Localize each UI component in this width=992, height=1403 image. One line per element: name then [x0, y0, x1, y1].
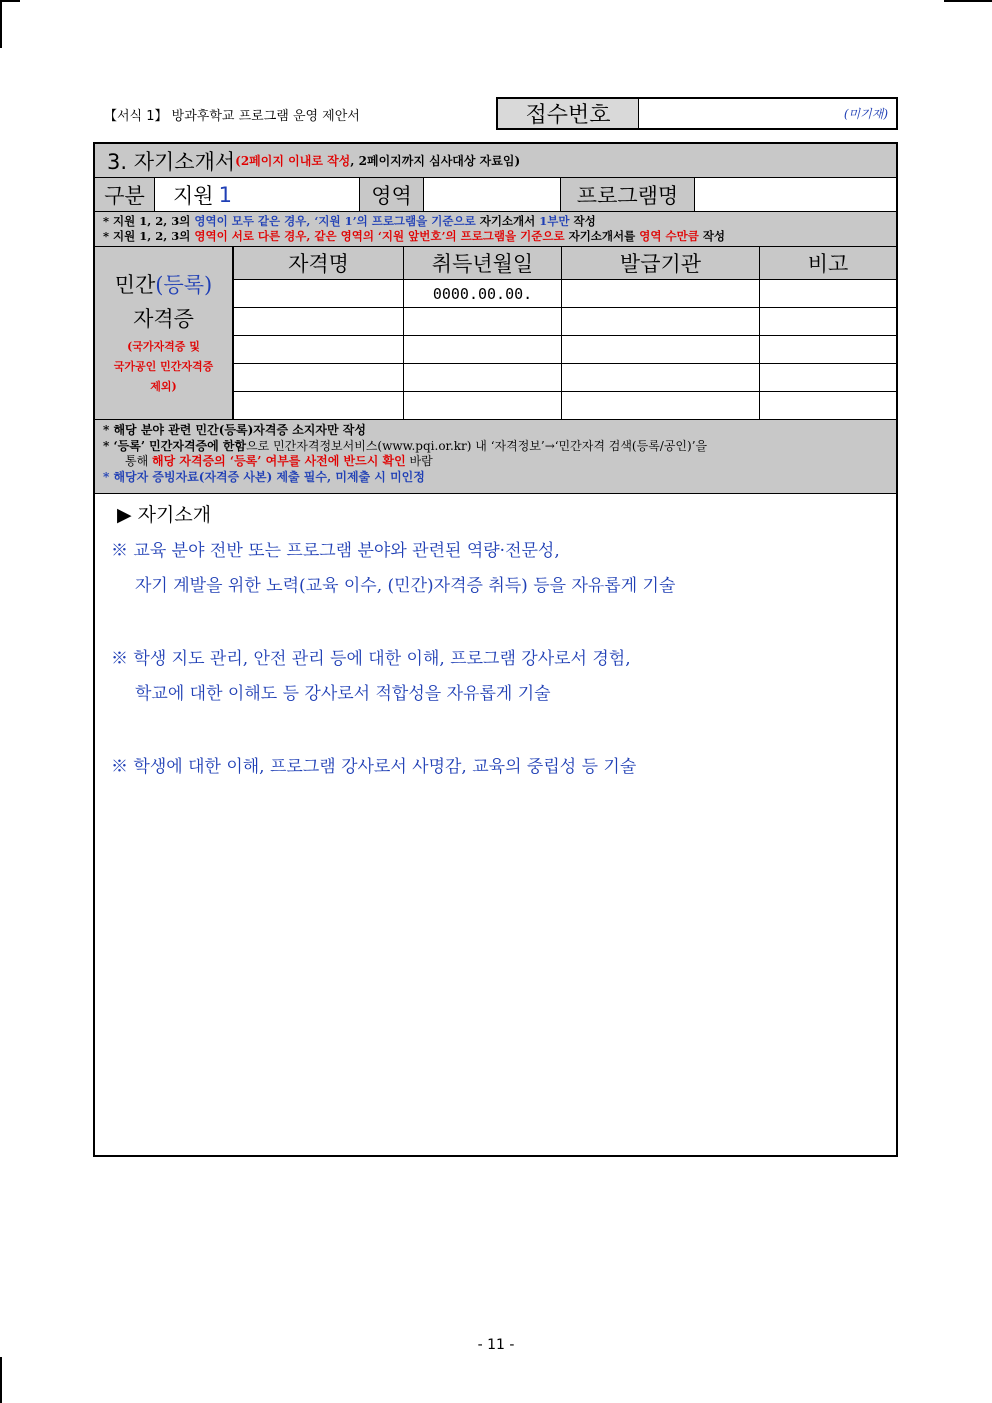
intro-guide-3	[111, 750, 636, 785]
cert-note-text: 통해	[125, 454, 152, 468]
certificate-label-text: 민간	[114, 273, 156, 297]
cert-name-cell[interactable]	[234, 336, 404, 364]
cert-date-cell[interactable]	[404, 336, 562, 364]
certificate-table-header	[234, 247, 897, 280]
cert-name-cell[interactable]	[234, 392, 404, 420]
program-value-cell[interactable]	[695, 178, 896, 211]
cert-date-cell[interactable]	[404, 392, 562, 420]
category-row	[95, 178, 896, 212]
receipt-box	[496, 97, 898, 130]
certificate-exclusion-note	[114, 337, 213, 397]
cert-note-cell[interactable]	[760, 280, 897, 308]
cert-note-cell[interactable]	[760, 308, 897, 336]
cert-issuer-cell[interactable]	[562, 364, 760, 392]
table-row	[234, 364, 897, 392]
receipt-value: (미기재)	[843, 107, 888, 121]
cert-note-line-2	[103, 439, 888, 455]
guide-text-blue: 영역이 모두 같은 경우, ‘지원 1’의 프로그램을 기준으로	[194, 214, 476, 228]
guide-line-1	[103, 214, 888, 229]
table-row	[234, 280, 897, 308]
program-label: 프로그램명	[576, 183, 679, 208]
exclusion-note-line: (국가자격증 및	[127, 340, 200, 353]
section-note: , 2페이지까지 심사대상 자료임)	[350, 154, 521, 168]
exclusion-note-line: 제외)	[150, 380, 177, 393]
intro-guide-line: 학교에 대한 이해도 등 강사로서 적합성을 자유롭게 기술	[135, 684, 551, 704]
area-label: 영역	[371, 183, 412, 208]
cert-name-cell[interactable]	[234, 280, 404, 308]
intro-guide-line: 자기 계발을 위한 노력(교육 이수, (민간)자격증 취득) 등을 자유롭게 기술	[135, 576, 676, 596]
receipt-label: 접수번호	[498, 99, 639, 128]
intro-guide-1	[111, 534, 675, 604]
cert-note-text-blue: * 해당자 증빙자료(자격증 사본) 제출 필수, 미제출 시 미인정	[103, 469, 425, 484]
guide-text: 자기소개서	[475, 214, 540, 228]
cert-note-text: * 해당 분야 관련 민간(등록)자격증 소지자만 작성	[103, 423, 366, 437]
cert-name-cell[interactable]	[234, 308, 404, 336]
table-row	[234, 392, 897, 420]
cert-issuer-cell[interactable]	[562, 280, 760, 308]
exclusion-note-line: 국가공인 민간자격증	[113, 360, 214, 373]
cert-date-cell[interactable]	[404, 364, 562, 392]
certificate-label-registered: (등록)	[155, 273, 213, 297]
certificate-section	[95, 247, 896, 420]
cert-note-cell[interactable]	[760, 336, 897, 364]
support-cell	[155, 178, 360, 211]
support-prefix: 지원	[173, 183, 214, 208]
cert-issuer-cell[interactable]	[562, 336, 760, 364]
cert-date-cell[interactable]: 0000.00.00.	[404, 280, 562, 308]
cert-issuer-cell[interactable]	[562, 308, 760, 336]
guide-text-red: 영역이 서로 다른 경우, 같은 영역의 ‘지원 앞번호’의 프로그램을 기준으로	[194, 229, 565, 243]
col-header-issuer: 발급기관	[562, 247, 760, 280]
program-label-cell	[561, 178, 695, 211]
guide-line-2	[103, 229, 888, 244]
guide-text: 자기소개서를	[564, 229, 640, 243]
certificate-label-cell	[95, 247, 233, 419]
guide-text-blue: 1부만	[539, 214, 570, 228]
cert-note-text: 바람	[405, 454, 433, 468]
cert-note-text: 으로 민간자격정보서비스(www.pqi.or.kr) 내 ‘자격정보’→‘민간자격 검색(등록/공인)’을	[246, 438, 708, 453]
table-row	[234, 308, 897, 336]
page-number: - 11 -	[477, 1337, 515, 1353]
intro-guide-line: ※ 교육 분야 전반 또는 프로그램 분야와 관련된 역량·전문성,	[111, 541, 560, 561]
certificate-label-line2: 자격증	[133, 307, 194, 331]
cert-date-cell[interactable]	[404, 308, 562, 336]
category-label: 구분	[104, 183, 145, 208]
self-intro-area[interactable]	[95, 494, 896, 1155]
table-row	[234, 336, 897, 364]
cert-note-line-4	[103, 470, 888, 486]
guide-text: 작성	[698, 229, 726, 243]
cert-note-line-3	[103, 454, 888, 470]
category-label-cell	[95, 178, 155, 211]
area-label-cell	[360, 178, 424, 211]
guide-text-red: 영역 수만큼	[639, 229, 699, 243]
cert-note-text-red: 해당 자격증의 ‘등록’ 여부를 사전에 반드시 확인	[152, 454, 406, 468]
self-intro-form	[93, 142, 898, 1157]
crop-mark	[0, 0, 20, 2]
crop-mark	[944, 0, 992, 2]
writing-guide-notes	[95, 212, 896, 247]
intro-guide-2	[111, 642, 631, 712]
certificate-label-line1	[115, 269, 213, 299]
form-label: 【서식 1】 방과후학교 프로그램 운영 제안서	[104, 109, 360, 124]
cert-note-cell[interactable]	[760, 392, 897, 420]
col-header-note: 비고	[760, 247, 897, 280]
guide-text: 작성	[569, 214, 596, 228]
cert-note-text: * ‘등록’ 민간자격증에 한함	[103, 438, 247, 453]
crop-mark	[0, 1357, 2, 1403]
intro-guide-line: ※ 학생 지도 관리, 안전 관리 등에 대한 이해, 프로그램 강사로서 경험,	[111, 649, 631, 669]
section-title-bar	[95, 144, 896, 178]
cert-issuer-cell[interactable]	[562, 392, 760, 420]
intro-guide-line: ※ 학생에 대한 이해, 프로그램 강사로서 사명감, 교육의 중립성 등 기술	[111, 757, 637, 777]
section-title: 3. 자기소개서	[107, 149, 236, 174]
cert-name-cell[interactable]	[234, 364, 404, 392]
cert-note-line-1	[103, 423, 888, 439]
guide-text: * 지원 1, 2, 3의	[103, 229, 195, 243]
self-intro-heading: ▶ 자기소개	[117, 504, 212, 526]
col-header-name: 자격명	[234, 247, 404, 280]
certificate-notes	[95, 420, 896, 494]
cert-note-cell[interactable]	[760, 364, 897, 392]
certificate-table	[233, 247, 896, 419]
area-value-cell[interactable]	[424, 178, 561, 211]
col-header-date: 취득년월일	[404, 247, 562, 280]
support-number: 1	[218, 182, 233, 207]
crop-mark	[0, 0, 2, 48]
section-note-red: (2페이지 이내로 작성	[235, 154, 351, 168]
guide-text: * 지원 1, 2, 3의	[103, 214, 195, 228]
